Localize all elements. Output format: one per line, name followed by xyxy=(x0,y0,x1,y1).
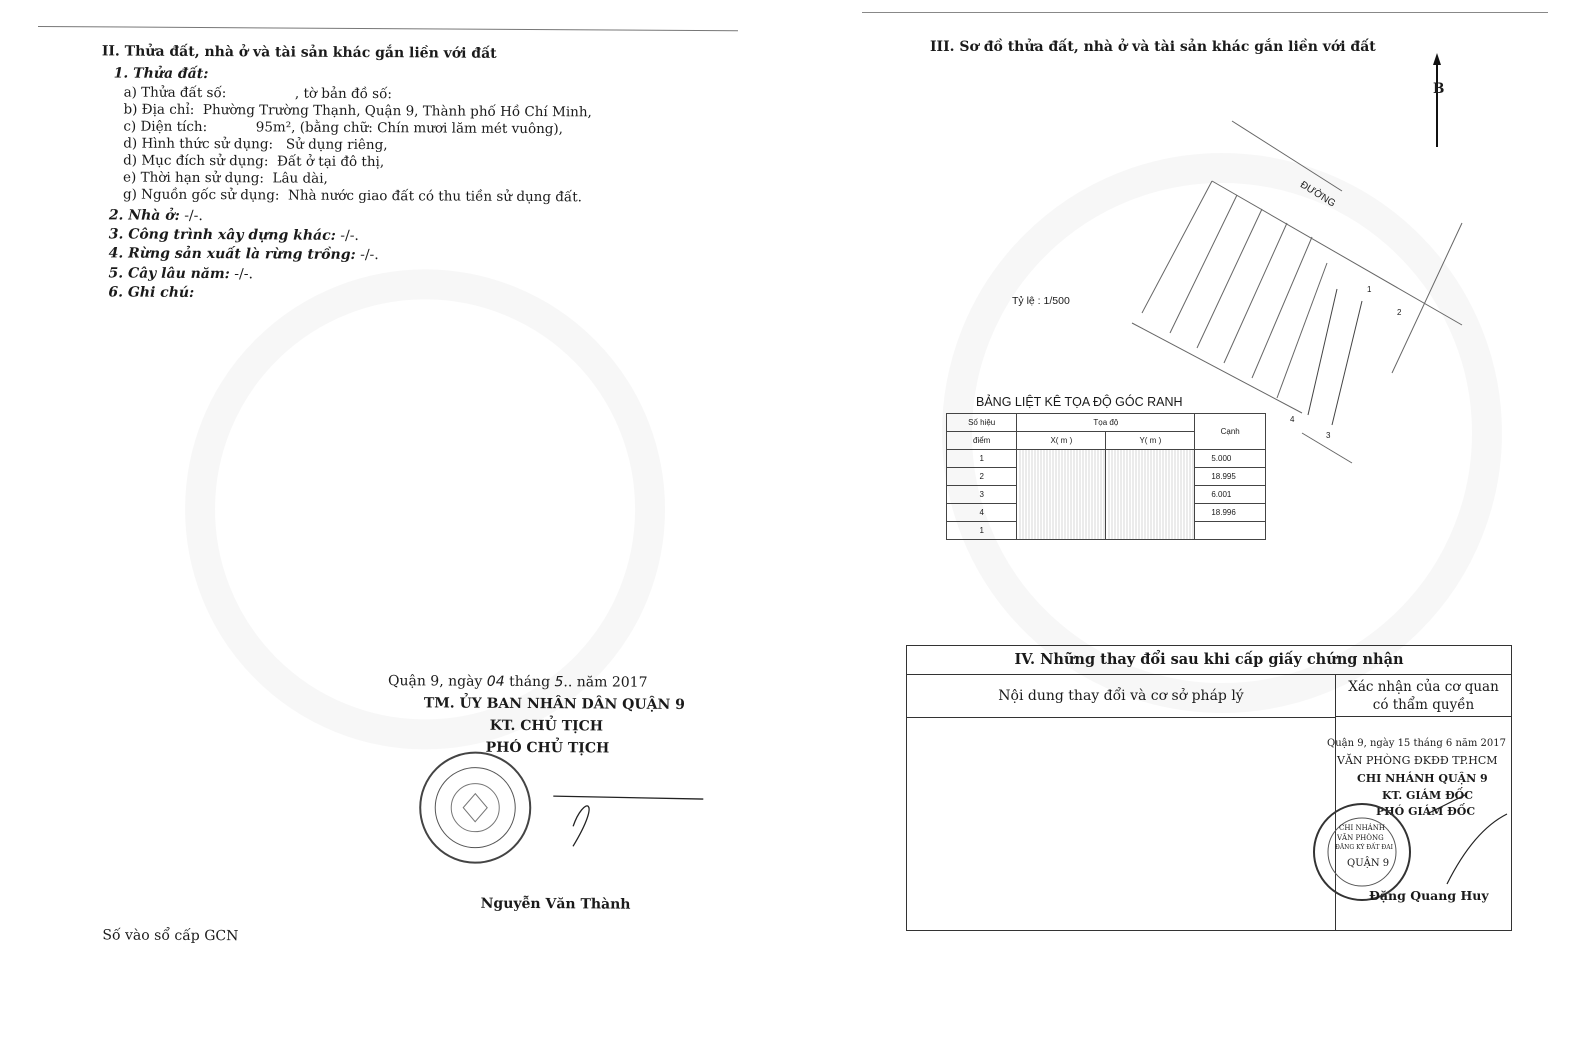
notes-label: 6. Ghi chú: xyxy=(108,284,195,301)
stamp-date: Quận 9, ngày 15 tháng 6 năm 2017 xyxy=(1327,738,1506,749)
seal-text-line2: VĂN PHÒNG xyxy=(1337,834,1384,842)
seal-text-line1: CHI NHÁNH xyxy=(1339,824,1385,832)
changes-content-header: Nội dung thay đổi và cơ sở pháp lý xyxy=(907,675,1336,718)
perennial-label: 5. Cây lâu năm: xyxy=(108,265,230,283)
house-line xyxy=(109,207,203,224)
date-prefix: Quận 9, ngày xyxy=(387,673,483,690)
header-y: Y( m ) xyxy=(1106,432,1195,450)
confirmation-header-line2: có thẩm quyền xyxy=(1372,697,1475,713)
date-day: 04 xyxy=(486,673,505,690)
origin-line xyxy=(123,187,582,206)
seal-emblem xyxy=(451,784,499,832)
stamp-kt: KT. GIÁM ĐỐC xyxy=(1382,789,1474,802)
section-iii-title: III. Sơ đồ thửa đất, nhà ở và tài sản khác gắn liền với đất xyxy=(930,39,1376,55)
address-value: Phường Trường Thạnh, Quận 9, Thành phố Hồ Chí Minh, xyxy=(202,102,592,121)
usage-form-line xyxy=(123,136,387,154)
lot-line-1 xyxy=(1142,181,1212,313)
row-point: 2 xyxy=(947,468,1017,486)
section-ii-title: II. Thửa đất, nhà ở và tài sản khác gắn liền với đất xyxy=(101,43,497,62)
row-edge: 5.000 xyxy=(1195,450,1266,468)
header-point-label: điểm xyxy=(947,432,1017,450)
issue-date: Quận 9, ngày 04 tháng 5.. năm 2017 xyxy=(387,673,648,691)
coords-table-title: BẢNG LIỆT KÊ TỌA ĐỘ GÓC RANH xyxy=(976,395,1183,409)
parcel-side-1-4 xyxy=(1308,289,1337,415)
stamp-branch: CHI NHÁNH QUẬN 9 xyxy=(1357,772,1488,785)
confirmation-header-line1: Xác nhận của cơ quan xyxy=(1348,679,1499,695)
lot-line-6 xyxy=(1277,263,1327,398)
changes-title: IV. Những thay đổi sau khi cấp giấy chứng nhận xyxy=(907,646,1511,675)
row-edge: 18.995 xyxy=(1195,468,1266,486)
row-edge: 18.996 xyxy=(1195,504,1266,522)
area-value: 95m², (bằng chữ: Chín mươi lăm mét vuông), xyxy=(255,119,564,138)
table-header-row xyxy=(947,414,1266,432)
lot-line-2 xyxy=(1170,195,1237,333)
address-label: b) Địa chỉ: xyxy=(123,101,195,118)
left-certificate-page xyxy=(32,26,738,976)
origin-value: Nhà nước giao đất có thu tiền sử dụng đất. xyxy=(287,187,582,206)
header-coordinates: Tọa độ xyxy=(1017,414,1195,432)
changes-table xyxy=(906,645,1512,931)
house-label: 2. Nhà ở: xyxy=(108,207,180,224)
house-value: -/-. xyxy=(184,207,203,225)
changes-confirmation-header xyxy=(1336,675,1511,717)
other-works-line xyxy=(109,226,359,244)
stamp-signer: Đặng Quang Huy xyxy=(1369,888,1489,903)
authority-title: TM. ỦY BAN NHÂN DÂN QUẬN 9 xyxy=(423,695,685,713)
other-works-label: 3. Công trình xây dựng khác: xyxy=(108,226,336,244)
row-edge xyxy=(1195,522,1266,540)
x-coord-redacted xyxy=(1017,450,1106,540)
row-edge: 6.001 xyxy=(1195,486,1266,504)
seal-and-signature xyxy=(413,745,714,897)
other-works-value: -/-. xyxy=(340,227,359,244)
branch-signature-stroke xyxy=(1427,794,1507,884)
parcel-number-line xyxy=(124,85,392,103)
seal-text-line3: ĐĂNG KÝ ĐẤT ĐAI xyxy=(1335,844,1393,851)
row-point: 1 xyxy=(947,450,1017,468)
header-edge: Cạnh xyxy=(1195,414,1266,450)
north-arrow-head-icon xyxy=(1433,53,1441,65)
point-label-1: 1 xyxy=(1367,285,1372,294)
signature-stroke xyxy=(553,796,703,847)
signer-name: Nguyễn Văn Thành xyxy=(480,895,631,913)
north-label: B xyxy=(1433,81,1445,97)
header-point-number: Số hiệu xyxy=(947,414,1017,432)
seal-outer-ring xyxy=(420,752,531,863)
forest-line xyxy=(109,245,379,263)
kt-chairman: KT. CHỦ TỊCH xyxy=(489,717,604,735)
header-x: X( m ) xyxy=(1017,432,1106,450)
area-label: c) Diện tích: xyxy=(123,118,208,136)
row-point: 4 xyxy=(947,504,1017,522)
point-label-3: 3 xyxy=(1326,431,1331,440)
table-row xyxy=(947,450,1266,468)
origin-label: g) Nguồn gốc sử dụng: xyxy=(122,186,280,204)
perennial-line xyxy=(108,265,253,282)
usage-purpose-label: d) Mục đích sử dụng: xyxy=(123,152,269,170)
forest-label: 4. Rừng sản xuất là rừng trồng: xyxy=(108,245,356,263)
lot-line-5 xyxy=(1252,237,1312,378)
usage-term-label: e) Thời hạn sử dụng: xyxy=(123,169,264,187)
parcel-side-2-3 xyxy=(1332,301,1362,425)
lot-line-3 xyxy=(1197,209,1262,348)
right-certificate-page xyxy=(862,12,1548,963)
parcel-heading: 1. Thửa đất: xyxy=(113,65,209,83)
usage-purpose-value: Đất ở tại đô thị, xyxy=(276,153,385,171)
row-point: 3 xyxy=(947,486,1017,504)
lot-line-4 xyxy=(1224,223,1287,363)
area-line xyxy=(123,119,563,138)
notes-line xyxy=(108,284,194,301)
scale-label: Tỷ lệ : 1/500 xyxy=(1012,295,1070,307)
date-month: 5 xyxy=(554,674,564,691)
address-line xyxy=(123,102,591,121)
outer-lot-line xyxy=(1392,223,1462,373)
date-year: năm 2017 xyxy=(576,674,648,691)
usage-form-value: Sử dụng riêng, xyxy=(285,136,388,154)
seal-inner-ring xyxy=(435,767,515,847)
coordinates-table xyxy=(946,413,1266,540)
perennial-value: -/-. xyxy=(234,266,254,283)
y-coord-redacted xyxy=(1106,450,1195,540)
row-point: 1 xyxy=(947,522,1017,540)
stamp-office: VĂN PHÒNG ĐKĐĐ TP.HCM xyxy=(1337,754,1498,767)
seal-star-icon xyxy=(463,794,487,822)
point-label-2: 2 xyxy=(1397,308,1402,317)
road-edge-line xyxy=(1232,121,1342,191)
road-label: ĐƯỜNG xyxy=(1298,179,1338,210)
seal-text-line4: QUẬN 9 xyxy=(1347,858,1390,869)
usage-form-label: d) Hình thức sử dụng: xyxy=(123,135,274,153)
register-number-label: Số vào sổ cấp GCN xyxy=(102,927,239,945)
map-sheet-label: , tờ bản đồ số: xyxy=(294,85,392,103)
stamp-vice: PHÓ GIÁM ĐỐC xyxy=(1376,805,1476,818)
usage-purpose-line xyxy=(123,153,384,171)
date-month-label: tháng xyxy=(509,673,551,691)
usage-term-value: Lâu dài, xyxy=(272,170,328,187)
point-label-4: 4 xyxy=(1290,415,1295,424)
forest-value: -/-. xyxy=(360,246,379,264)
parcel-number-label: a) Thửa đất số: xyxy=(123,84,227,102)
vice-chairman: PHÓ CHỦ TỊCH xyxy=(485,739,610,757)
usage-term-line xyxy=(123,170,328,187)
